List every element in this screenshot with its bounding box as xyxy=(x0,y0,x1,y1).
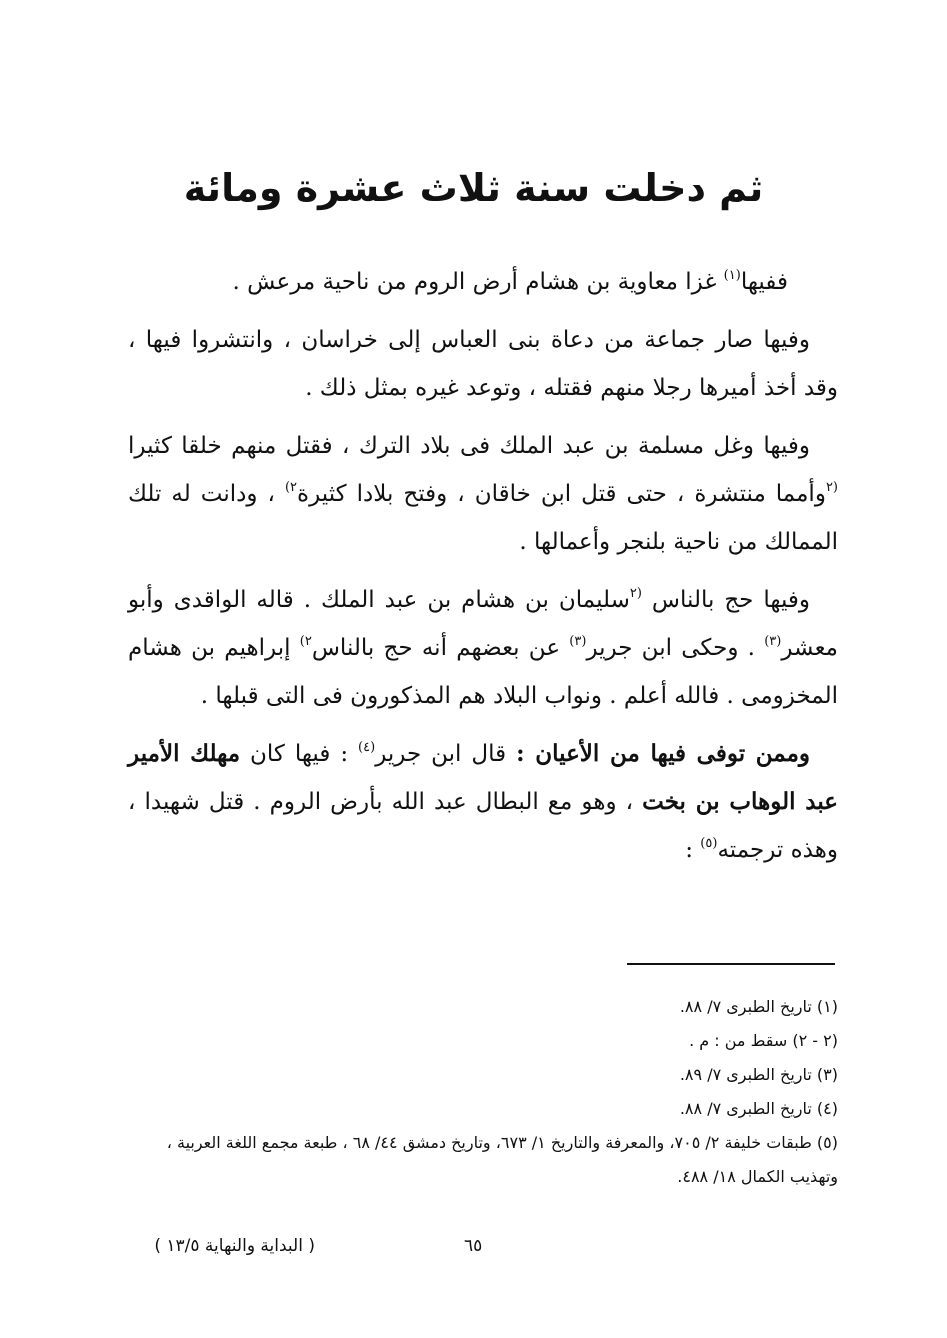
footnote-1: (١) تاريخ الطبرى ٧/ ٨٨. xyxy=(679,997,838,1016)
footnote-divider xyxy=(627,963,835,965)
footnote-marker: (٢ xyxy=(825,480,838,495)
footnote-marker: ٢) xyxy=(299,634,312,649)
paragraph-4-text-c: . وحكى ابن جرير xyxy=(586,635,765,661)
page-title: ثم دخلت سنة ثلاث عشرة ومائة xyxy=(183,166,764,211)
paragraph-3-text-c: ، ودانت له تلك الممالك من ناحية بلنجر وأعمالها . xyxy=(128,481,838,555)
paragraph-5-text-a: قال ابن جرير xyxy=(375,741,517,767)
paragraph-3 xyxy=(128,422,838,566)
paragraph-3-text-b: وأمما منتشرة ، حتى قتل ابن خاقان ، وفتح بلادا كثيرة xyxy=(297,481,826,507)
paragraph-5-text-b: : فيها كان xyxy=(240,741,359,767)
footnotes xyxy=(126,990,838,1194)
person-name: مهلك الأمير عبد الوهاب بن بخت xyxy=(128,740,838,815)
paragraph-1-text-b: غزا معاوية بن هشام أرض الروم من ناحية مرعش . xyxy=(232,269,724,295)
paragraph-1-text-a: ففيها xyxy=(740,269,788,295)
paragraph-1 xyxy=(128,258,838,306)
footnote-marker: (٣) xyxy=(764,634,782,649)
footnote-marker: (٥) xyxy=(700,836,718,851)
footnote-3: (٣) تاريخ الطبرى ٧/ ٨٩. xyxy=(679,1065,838,1084)
footnote-marker: ٢) xyxy=(284,480,298,495)
book-reference: ( البداية والنهاية ١٣/٥ ) xyxy=(154,1236,315,1256)
paragraph-5 xyxy=(128,730,838,874)
paragraph-4-text-b: سليمان بن هشام بن عبد الملك . قاله الواقدى وأبو معشر xyxy=(128,587,838,661)
paragraph-4-text-e: إبراهيم بن هشام المخزومى . فالله أعلم . ونواب البلاد هم المذكورون فى التى قبلها . xyxy=(128,635,838,709)
paragraph-4-text-d: عن بعضهم أنه حج بالناس xyxy=(311,635,570,661)
footnote-5: (٥) طبقات خليفة ٢/ ٧٠٥، والمعرفة والتاريخ ١/ ٦٧٣، وتاريخ دمشق ٤٤/ ٦٨ ، طبعة مجمع اللغة العربية ، وتهذيب الكمال ١٨/ ٤٨٨. xyxy=(166,1133,838,1186)
paragraph-2 xyxy=(128,316,838,412)
page-number: ٦٥ xyxy=(464,1236,483,1256)
footnote-marker: (٣) xyxy=(569,634,587,649)
paragraph-5-text-c: ، وهو مع البطال عبد الله بأرض الروم . قتل شهيدا ، وهذه ترجمته xyxy=(128,789,838,863)
paragraph-3-text-a: وفيها وغل مسلمة بن عبد الملك فى بلاد الترك ، فقتل منهم خلقا كثيرا xyxy=(128,433,810,459)
footnote-4: (٤) تاريخ الطبرى ٧/ ٨٨. xyxy=(679,1099,838,1118)
footnote-2: (٢ - ٢) سقط من : م . xyxy=(689,1031,838,1050)
page-footer xyxy=(0,1236,947,1266)
paragraph-5-text-d: : xyxy=(685,837,701,863)
paragraph-2-text: وفيها صار جماعة من دعاة بنى العباس إلى خراسان ، وانتشروا فيها ، وقد أخذ أميرها رجلا منهم فقتله ، وتوعد غيره بمثل ذلك . xyxy=(128,327,838,401)
section-heading-inline: وممن توفى فيها من الأعيان : xyxy=(516,740,811,767)
paragraph-4-text-a: وفيها حج بالناس xyxy=(641,587,811,613)
footnote-marker: (٤) xyxy=(358,740,376,755)
paragraph-4 xyxy=(128,576,838,720)
footnote-marker: (١) xyxy=(723,268,741,283)
main-text xyxy=(128,258,838,884)
footnote-marker: (٢ xyxy=(629,586,642,601)
